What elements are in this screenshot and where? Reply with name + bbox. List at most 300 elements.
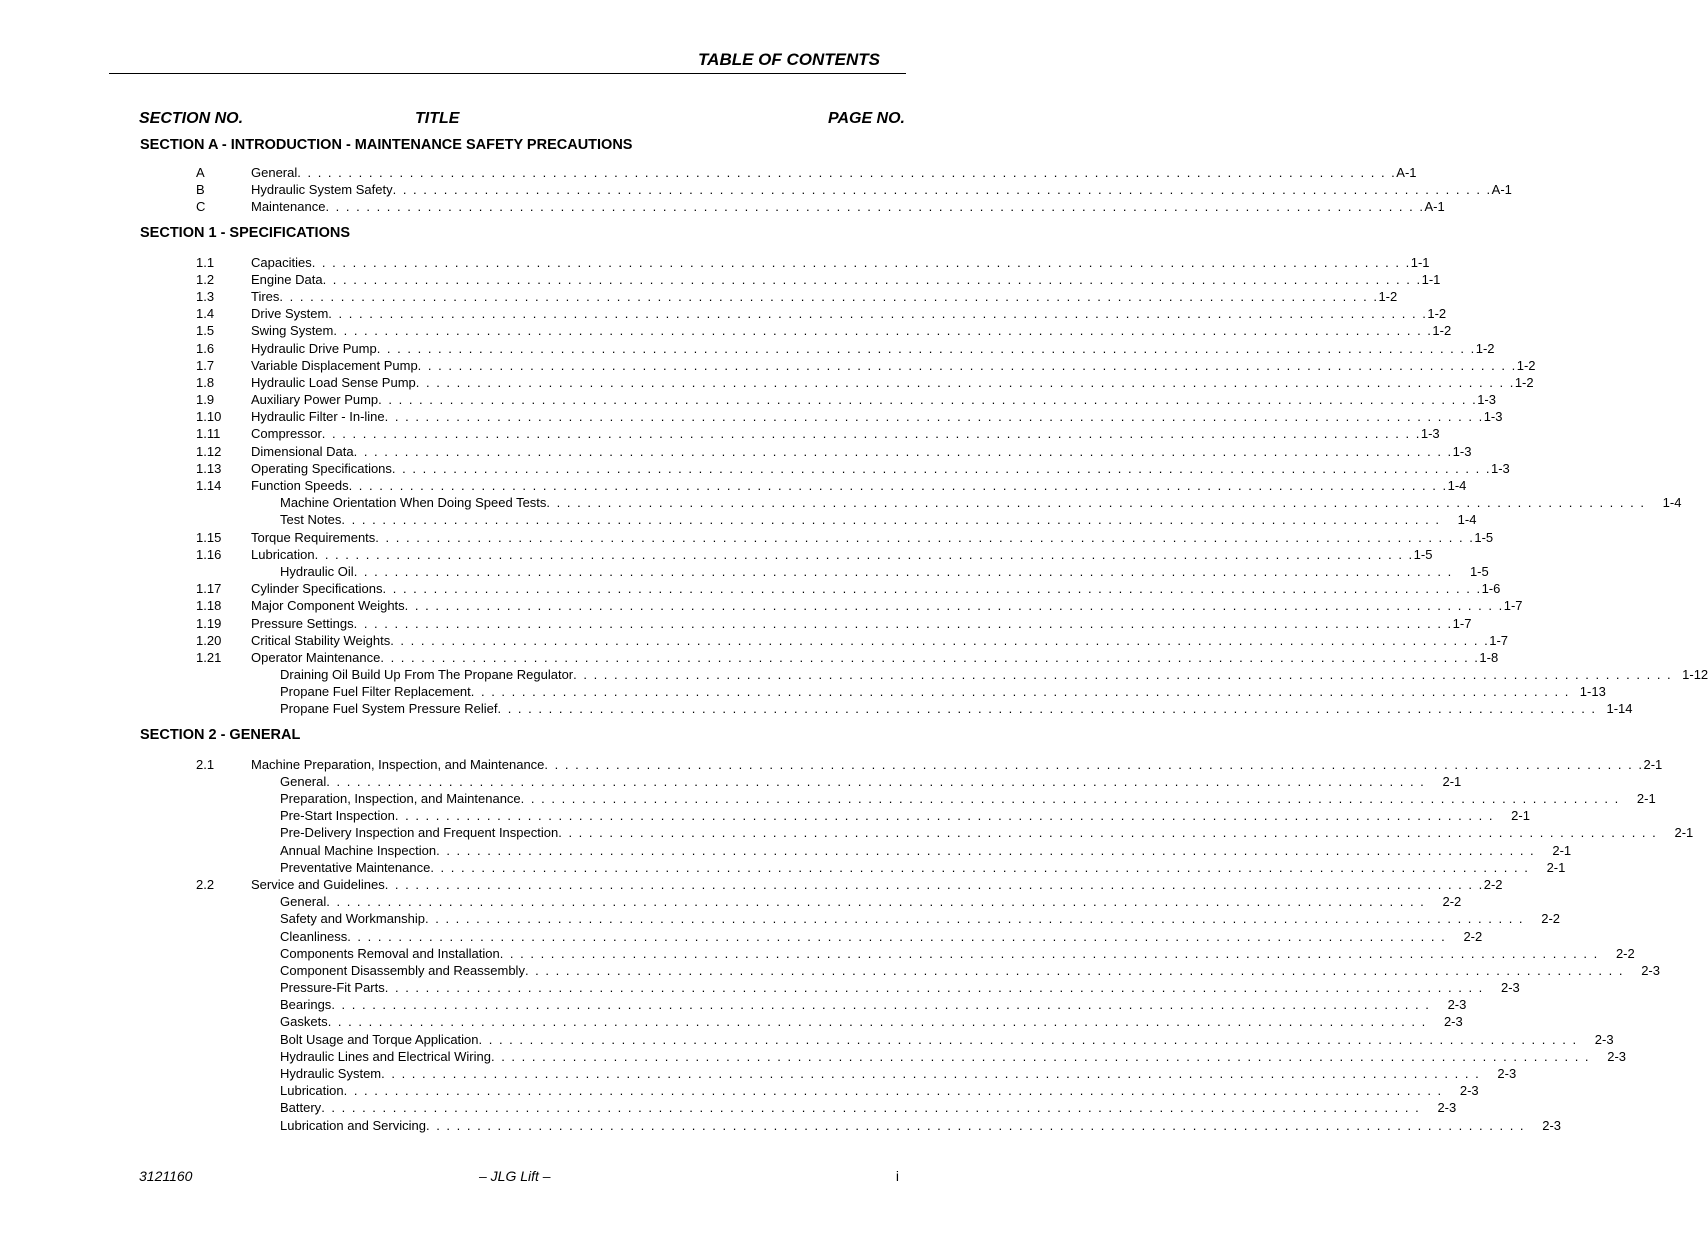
entry-page: 1-5: [1469, 563, 1489, 579]
entry-page: 2-2: [1615, 945, 1635, 961]
title-heading: TITLE: [415, 110, 460, 127]
toc-entry[interactable]: [0, 340, 1495, 357]
section-heading-text: SECTION 1 - SPECIFICATIONS: [140, 224, 351, 241]
entry-title: Function Speeds: [251, 478, 349, 493]
dot-leader: . . . . . . . . . . . . . . . . . . . . . . . . . . . . . . . . . . . . . . . . . . . . . . . . . . . . . . . . . . . . . . . . . . . . . . . . . . . . . . . . . . . . . . . . . . . . . . . . . . . . . . . . . . . .: [425, 1117, 1526, 1133]
entry-title: Pressure Settings: [251, 615, 354, 631]
toc-entry[interactable]: [0, 529, 1494, 546]
entry-line: [280, 666, 1708, 683]
entry-title: Lubrication: [280, 1083, 344, 1099]
toc-subentry[interactable]: [0, 511, 1477, 528]
entry-title: Machine Preparation, Inspection, and Maintenance: [251, 756, 545, 772]
entry-number: 1.15: [196, 529, 222, 545]
toc-entry[interactable]: [0, 288, 1398, 305]
entry-line: [251, 408, 1503, 425]
toc-subentry[interactable]: [0, 1048, 1627, 1065]
entry-page: 2-1: [1546, 859, 1566, 875]
dot-leader: . . . . . . . . . . . . . . . . . . . . . . . . . . . . . . . . . . . . . . . . . . . . . . . . . . . . . . . . . . . . . . . . . . . . . . . . . . . . . . . . . . . . . . . . . . . . . . . . . . . . . . . . . . . .: [384, 980, 1484, 996]
entry-title: Hydraulic Filter - In-line: [251, 409, 385, 425]
toc-subentry[interactable]: [0, 842, 1572, 859]
toc-subentry[interactable]: [0, 979, 1520, 996]
entry-line: [280, 1099, 1457, 1116]
dot-leader: . . . . . . . . . . . . . . . . . . . . . . . . . . . . . . . . . . . . . . . . . . . . . . . . . . . . . . . . . . . . . . . . . . . . . . . . . . . . . . . . . . . . . . . . . . . . . . . . . . . . . . . . . . . .: [520, 791, 1620, 806]
entry-title: Component Disassembly and Reassembly: [280, 962, 525, 978]
entry-title: General: [251, 165, 298, 180]
entry-page: 2-3: [1497, 1066, 1517, 1081]
entry-page: 1-2: [1427, 306, 1447, 322]
entry-line: [280, 859, 1566, 876]
entry-number: 2.2: [196, 876, 215, 892]
entry-title: Auxiliary Power Pump: [251, 392, 379, 408]
toc-subentry[interactable]: [0, 1031, 1614, 1048]
entry-line: [251, 580, 1501, 597]
entry-title: Hydraulic Oil: [280, 563, 354, 579]
entry-title: Cylinder Specifications: [251, 581, 383, 597]
entry-page: 2-3: [1447, 997, 1467, 1013]
entry-page: 2-3: [1437, 1100, 1457, 1116]
entry-line: [251, 546, 1433, 563]
toc-entry[interactable]: [0, 357, 1536, 374]
dot-leader: . . . . . . . . . . . . . . . . . . . . . . . . . . . . . . . . . . . . . . . . . . . . . . . . . . . . . . . . . . . . . . . . . . . . . . . . . . . . . . . . . . . . . . . . . . . . . . . . . . . . . . . . . . . .: [497, 701, 1597, 717]
entry-page: 2-1: [1442, 773, 1462, 789]
entry-line: [280, 1065, 1517, 1082]
entry-line: [251, 477, 1467, 494]
dot-leader: . . . . . . . . . . . . . . . . . . . . . . . . . . . . . . . . . . . . . . . . . . . . . . . . . . . . . . . . . . . . . . . . . . . . . . . . . . . . . . . . . . . . . . . . . . . . . . . . . . . . . . . . . . . .: [325, 199, 1425, 215]
toc-subentry[interactable]: [0, 928, 1483, 945]
entry-title: Hydraulic System: [280, 1066, 382, 1081]
section-heading-text: SECTION A - INTRODUCTION - MAINTENANCE SAFETY PRECAUTIONS: [140, 137, 633, 153]
entry-title: Components Removal and Installation: [280, 945, 500, 961]
dot-leader: . . . . . . . . . . . . . . . . . . . . . . . . . . . . . . . . . . . . . . . . . . . . . . . . . . . . . . . . . . . . . . . . . . . . . . . . . . . . . . . . . . . . . . . . . . . . . . . . . . . . . . . . . . . .: [348, 478, 1448, 493]
dot-leader: . . . . . . . . . . . . . . . . . . . . . . . . . . . . . . . . . . . . . . . . . . . . . . . . . . . . . . . . . . . . . . . . . . . . . . . . . . . . . . . . . . . . . . . . . . . . . . . . . . . . . . . . . . . .: [331, 997, 1431, 1013]
dot-leader: . . . . . . . . . . . . . . . . . . . . . . . . . . . . . . . . . . . . . . . . . . . . . . . . . . . . . . . . . . . . . . . . . . . . . . . . . . . . . . . . . . . . . . . . . . . . . . . . . . . . . . . . . . . .: [417, 357, 1517, 373]
entry-title: Propane Fuel System Pressure Relief: [280, 701, 498, 717]
entry-number: 1.17: [196, 581, 222, 597]
entry-page: 1-7: [1452, 615, 1472, 631]
dot-leader: . . . . . . . . . . . . . . . . . . . . . . . . . . . . . . . . . . . . . . . . . . . . . . . . . . . . . . . . . . . . . . . . . . . . . . . . . . . . . . . . . . . . . . . . . . . . . . . . . . . . . . . . . . . .: [333, 323, 1433, 339]
entry-page: 1-7: [1503, 598, 1523, 614]
dot-leader: . . . . . . . . . . . . . . . . . . . . . . . . . . . . . . . . . . . . . . . . . . . . . . . . . . . . . . . . . . . . . . . . . . . . . . . . . . . . . . . . . . . . . . . . . . . . . . . . . . . . . . . . . . . .: [380, 649, 1480, 665]
entry-line: [280, 945, 1635, 962]
entry-page: 2-3: [1501, 980, 1520, 996]
entry-line: [251, 632, 1509, 649]
entry-number: 1.5: [196, 323, 215, 339]
dot-leader: . . . . . . . . . . . . . . . . . . . . . . . . . . . . . . . . . . . . . . . . . . . . . . . . . . . . . . . . . . . . . . . . . . . . . . . . . . . . . . . . . . . . . . . . . . . . . . . . . . . . . . . . . . . .: [404, 598, 1504, 614]
entry-number: C: [196, 199, 206, 215]
dot-leader: . . . . . . . . . . . . . . . . . . . . . . . . . . . . . . . . . . . . . . . . . . . . . . . . . . . . . . . . . . . . . . . . . . . . . . . . . . . . . . . . . . . . . . . . . . . . . . . . . . . . . . . . . . . .: [394, 808, 1494, 824]
entry-line: [251, 756, 1663, 773]
entry-number: 1.12: [196, 443, 222, 459]
entry-title: Safety and Workmanship: [280, 911, 425, 927]
entry-line: [280, 563, 1489, 580]
dot-leader: . . . . . . . . . . . . . . . . . . . . . . . . . . . . . . . . . . . . . . . . . . . . . . . . . . . . . . . . . . . . . . . . . . . . . . . . . . . . . . . . . . . . . . . . . . . . . . . . . . . . . . . . . . . .: [546, 495, 1646, 511]
dot-leader: . . . . . . . . . . . . . . . . . . . . . . . . . . . . . . . . . . . . . . . . . . . . . . . . . . . . . . . . . . . . . . . . . . . . . . . . . . . . . . . . . . . . . . . . . . . . . . . . . . . . . . . . . . . .: [499, 945, 1599, 961]
column-headings: [139, 110, 905, 132]
dot-leader: . . . . . . . . . . . . . . . . . . . . . . . . . . . . . . . . . . . . . . . . . . . . . . . . . . . . . . . . . . . . . . . . . . . . . . . . . . . . . . . . . . . . . . . . . . . . . . . . . . . . . . . . . . . .: [430, 859, 1530, 875]
entry-line: [251, 271, 1441, 288]
entry-line: [251, 164, 1417, 181]
dot-leader: . . . . . . . . . . . . . . . . . . . . . . . . . . . . . . . . . . . . . . . . . . . . . . . . . . . . . . . . . . . . . . . . . . . . . . . . . . . . . . . . . . . . . . . . . . . . . . . . . . . . . . . . . . . .: [470, 684, 1570, 700]
dot-leader: . . . . . . . . . . . . . . . . . . . . . . . . . . . . . . . . . . . . . . . . . . . . . . . . . . . . . . . . . . . . . . . . . . . . . . . . . . . . . . . . . . . . . . . . . . . . . . . . . . . . . . . . . . . .: [392, 182, 1492, 198]
section-heading: [0, 135, 954, 159]
entry-number: 1.1: [196, 254, 215, 270]
entry-line: [251, 340, 1495, 357]
entry-title: Propane Fuel Filter Replacement: [280, 684, 471, 700]
dot-leader: . . . . . . . . . . . . . . . . . . . . . . . . . . . . . . . . . . . . . . . . . . . . . . . . . . . . . . . . . . . . . . . . . . . . . . . . . . . . . . . . . . . . . . . . . . . . . . . . . . . . . . . . . . . .: [353, 615, 1453, 631]
entry-page: 1-2: [1514, 374, 1534, 390]
toc-entry[interactable]: [0, 254, 1430, 271]
entry-line: [251, 876, 1503, 893]
dot-leader: . . . . . . . . . . . . . . . . . . . . . . . . . . . . . . . . . . . . . . . . . . . . . . . . . . . . . . . . . . . . . . . . . . . . . . . . . . . . . . . . . . . . . . . . . . . . . . . . . . . . . . . . . . . .: [297, 165, 1397, 180]
entry-title: Draining Oil Build Up From The Propane Regulator: [280, 667, 574, 683]
entry-line: [251, 529, 1494, 546]
entry-page: 1-14: [1606, 701, 1633, 717]
entry-page: 1-4: [1447, 478, 1467, 493]
dot-leader: . . . . . . . . . . . . . . . . . . . . . . . . . . . . . . . . . . . . . . . . . . . . . . . . . . . . . . . . . . . . . . . . . . . . . . . . . . . . . . . . . . . . . . . . . . . . . . . . . . . . . . . . . . . .: [381, 1066, 1481, 1081]
entry-title: General: [280, 773, 327, 789]
entry-number: 1.6: [196, 340, 215, 356]
toc-subentry[interactable]: [0, 773, 1462, 790]
entry-title: Dimensional Data: [251, 443, 354, 459]
entry-title: Pre-Delivery Inspection and Frequent Inspection: [280, 825, 559, 841]
dot-leader: . . . . . . . . . . . . . . . . . . . . . . . . . . . . . . . . . . . . . . . . . . . . . . . . . . . . . . . . . . . . . . . . . . . . . . . . . . . . . . . . . . . . . . . . . . . . . . . . . . . . . . . . . . . .: [436, 842, 1536, 858]
dot-leader: . . . . . . . . . . . . . . . . . . . . . . . . . . . . . . . . . . . . . . . . . . . . . . . . . . . . . . . . . . . . . . . . . . . . . . . . . . . . . . . . . . . . . . . . . . . . . . . . . . . . . . . . . . . .: [314, 546, 1414, 562]
document-number: 3121160: [139, 1168, 193, 1184]
entry-page: 2-3: [1443, 1014, 1463, 1030]
entry-page: 1-5: [1413, 546, 1433, 562]
entry-title: Pressure-Fit Parts: [280, 980, 385, 996]
entry-number: 1.11: [196, 426, 221, 442]
section-heading-text: SECTION 2 - GENERAL: [140, 726, 301, 743]
entry-number: 1.9: [196, 392, 215, 408]
entry-page: 2-1: [1636, 791, 1656, 806]
entry-page: 1-3: [1490, 460, 1510, 476]
toc-entry[interactable]: [0, 408, 1503, 425]
entry-line: [280, 511, 1477, 528]
dot-leader: . . . . . . . . . . . . . . . . . . . . . . . . . . . . . . . . . . . . . . . . . . . . . . . . . . . . . . . . . . . . . . . . . . . . . . . . . . . . . . . . . . . . . . . . . . . . . . . . . . . . . . . . . . . .: [353, 563, 1453, 579]
entry-title: Compressor: [251, 426, 322, 442]
entry-line: [280, 893, 1462, 910]
entry-number: 1.19: [196, 615, 222, 631]
toc-subentry[interactable]: [0, 910, 1561, 927]
dot-leader: . . . . . . . . . . . . . . . . . . . . . . . . . . . . . . . . . . . . . . . . . . . . . . . . . . . . . . . . . . . . . . . . . . . . . . . . . . . . . . . . . . . . . . . . . . . . . . . . . . . . . . . . . . . .: [478, 1031, 1578, 1047]
entry-page: 2-2: [1463, 928, 1483, 944]
entry-line: [251, 288, 1398, 305]
entry-title: Operating Specifications: [251, 460, 392, 476]
toc-entry[interactable]: [0, 632, 1509, 649]
entry-page: 1-5: [1474, 529, 1494, 545]
toc-entry[interactable]: [0, 649, 1499, 666]
entry-number: B: [196, 182, 205, 198]
toc-subentry[interactable]: [0, 893, 1462, 910]
entry-line: [280, 807, 1530, 824]
dot-leader: . . . . . . . . . . . . . . . . . . . . . . . . . . . . . . . . . . . . . . . . . . . . . . . . . . . . . . . . . . . . . . . . . . . . . . . . . . . . . . . . . . . . . . . . . . . . . . . . . . . . . . . . . . . .: [415, 374, 1515, 390]
entry-number: 1.4: [196, 306, 215, 322]
entry-line: [280, 962, 1660, 979]
entry-title: Drive System: [251, 306, 329, 322]
entry-number: 1.2: [196, 271, 215, 287]
toc-subentry[interactable]: [0, 790, 1656, 807]
entry-page: 1-1: [1410, 254, 1430, 270]
toc-entry[interactable]: [0, 876, 1503, 893]
entry-page: 2-1: [1511, 808, 1530, 824]
entry-title: Tires: [251, 288, 280, 304]
dot-leader: . . . . . . . . . . . . . . . . . . . . . . . . . . . . . . . . . . . . . . . . . . . . . . . . . . . . . . . . . . . . . . . . . . . . . . . . . . . . . . . . . . . . . . . . . . . . . . . . . . . . . . . . . . . .: [391, 460, 1491, 476]
entry-title: Variable Displacement Pump: [251, 357, 418, 373]
entry-number: 1.18: [196, 598, 222, 614]
toc-entry[interactable]: [0, 164, 1417, 181]
entry-page: 1-7: [1489, 632, 1509, 648]
entry-line: [280, 824, 1694, 841]
entry-title: Engine Data: [251, 271, 323, 287]
entry-title: Critical Stability Weights: [251, 632, 391, 648]
dot-leader: . . . . . . . . . . . . . . . . . . . . . . . . . . . . . . . . . . . . . . . . . . . . . . . . . . . . . . . . . . . . . . . . . . . . . . . . . . . . . . . . . . . . . . . . . . . . . . . . . . . . . . . . . . . .: [390, 632, 1490, 648]
dot-leader: . . . . . . . . . . . . . . . . . . . . . . . . . . . . . . . . . . . . . . . . . . . . . . . . . . . . . . . . . . . . . . . . . . . . . . . . . . . . . . . . . . . . . . . . . . . . . . . . . . . . . . . . . . . .: [544, 756, 1644, 772]
entry-line: [251, 374, 1534, 391]
toc-subentry[interactable]: [0, 700, 1633, 717]
page-footer: [139, 1168, 899, 1188]
section-heading: [0, 223, 954, 249]
entry-page: 2-1: [1674, 825, 1694, 841]
entry-title: Machine Orientation When Doing Speed Tests: [280, 495, 547, 511]
toc-entry[interactable]: [0, 425, 1440, 442]
entry-page: 2-3: [1607, 1048, 1627, 1064]
entry-title: Pre-Start Inspection: [280, 808, 395, 824]
toc-entry[interactable]: [0, 374, 1534, 391]
toc-subentry[interactable]: [0, 683, 1606, 700]
entry-page: 1-13: [1579, 684, 1606, 700]
page-number: i: [895, 1168, 899, 1184]
dot-leader: . . . . . . . . . . . . . . . . . . . . . . . . . . . . . . . . . . . . . . . . . . . . . . . . . . . . . . . . . . . . . . . . . . . . . . . . . . . . . . . . . . . . . . . . . . . . . . . . . . . . . . . . . . . .: [326, 894, 1426, 910]
entry-title: Battery: [280, 1100, 322, 1116]
toc-entry[interactable]: [0, 580, 1501, 597]
entry-number: 1.21: [196, 649, 222, 665]
entry-title: Preparation, Inspection, and Maintenance: [280, 791, 521, 806]
entry-title: General: [280, 894, 327, 910]
entry-page: 1-12: [1682, 667, 1708, 683]
entry-page: 2-2: [1442, 894, 1462, 910]
spacer: [0, 718, 954, 725]
dot-leader: . . . . . . . . . . . . . . . . . . . . . . . . . . . . . . . . . . . . . . . . . . . . . . . . . . . . . . . . . . . . . . . . . . . . . . . . . . . . . . . . . . . . . . . . . . . . . . . . . . . . . . . . . . . .: [573, 667, 1673, 683]
dot-leader: . . . . . . . . . . . . . . . . . . . . . . . . . . . . . . . . . . . . . . . . . . . . . . . . . . . . . . . . . . . . . . . . . . . . . . . . . . . . . . . . . . . . . . . . . . . . . . . . . . . . . . . . . . . .: [328, 306, 1428, 322]
entry-page: 2-3: [1542, 1117, 1562, 1133]
entry-line: [280, 979, 1520, 996]
entry-number: 1.8: [196, 374, 215, 390]
entry-title: Service and Guidelines: [251, 876, 385, 892]
entry-number: 1.14: [196, 478, 222, 493]
entry-page: 2-1: [1643, 756, 1663, 772]
entry-title: Swing System: [251, 323, 334, 339]
page-no-heading: PAGE NO.: [827, 110, 905, 127]
entry-line: [280, 773, 1462, 790]
toc-entry[interactable]: [0, 460, 1510, 477]
entry-line: [251, 425, 1440, 442]
entry-page: 1-3: [1452, 443, 1472, 459]
dot-leader: . . . . . . . . . . . . . . . . . . . . . . . . . . . . . . . . . . . . . . . . . . . . . . . . . . . . . . . . . . . . . . . . . . . . . . . . . . . . . . . . . . . . . . . . . . . . . . . . . . . . . . . . . . . .: [490, 1048, 1591, 1064]
dot-leader: . . . . . . . . . . . . . . . . . . . . . . . . . . . . . . . . . . . . . . . . . . . . . . . . . . . . . . . . . . . . . . . . . . . . . . . . . . . . . . . . . . . . . . . . . . . . . . . . . . . . . . . . . . . .: [384, 876, 1484, 892]
toc-subentry[interactable]: [0, 563, 1489, 580]
entry-line: [280, 683, 1606, 700]
entry-page: 1-3: [1420, 426, 1440, 442]
entry-line: [251, 649, 1499, 666]
entry-title: Lubrication and Servicing: [280, 1117, 426, 1133]
entry-title: Gaskets: [280, 1014, 328, 1030]
entry-page: 1-2: [1378, 288, 1398, 304]
toc-subentry[interactable]: [0, 1013, 1463, 1030]
dot-leader: . . . . . . . . . . . . . . . . . . . . . . . . . . . . . . . . . . . . . . . . . . . . . . . . . . . . . . . . . . . . . . . . . . . . . . . . . . . . . . . . . . . . . . . . . . . . . . . . . . . . . . . . . . . .: [347, 928, 1447, 944]
entry-number: 1.13: [196, 460, 222, 476]
entry-line: [251, 322, 1452, 339]
section-no-heading: SECTION NO.: [139, 110, 244, 127]
entry-number: A: [196, 165, 205, 180]
entry-page: 2-1: [1552, 842, 1572, 858]
entry-title: Bearings: [280, 997, 332, 1013]
entry-page: 1-4: [1457, 512, 1477, 528]
entry-page: 1-3: [1483, 409, 1503, 425]
entry-title: Preventative Maintenance: [280, 859, 431, 875]
entry-line: [280, 1117, 1562, 1134]
toc-entry[interactable]: [0, 322, 1452, 339]
dot-leader: . . . . . . . . . . . . . . . . . . . . . . . . . . . . . . . . . . . . . . . . . . . . . . . . . . . . . . . . . . . . . . . . . . . . . . . . . . . . . . . . . . . . . . . . . . . . . . . . . . . . . . . . . . . .: [375, 529, 1475, 545]
dot-leader: . . . . . . . . . . . . . . . . . . . . . . . . . . . . . . . . . . . . . . . . . . . . . . . . . . . . . . . . . . . . . . . . . . . . . . . . . . . . . . . . . . . . . . . . . . . . . . . . . . . . . . . . . . . .: [384, 409, 1484, 425]
entry-page: 1-8: [1479, 649, 1499, 665]
entry-title: Hydraulic Drive Pump: [251, 340, 377, 356]
entry-number: 1.16: [196, 546, 222, 562]
toc-subentry[interactable]: [0, 1117, 1562, 1134]
entry-page: 1-3: [1477, 392, 1496, 408]
entry-number: 1.7: [196, 357, 215, 373]
entry-line: [251, 391, 1496, 408]
toc-subentry[interactable]: [0, 666, 1708, 683]
entry-number: 1.20: [196, 632, 222, 648]
toc-entry[interactable]: [0, 391, 1496, 408]
dot-leader: . . . . . . . . . . . . . . . . . . . . . . . . . . . . . . . . . . . . . . . . . . . . . . . . . . . . . . . . . . . . . . . . . . . . . . . . . . . . . . . . . . . . . . . . . . . . . . . . . . . . . . . . . . . .: [425, 911, 1525, 927]
dot-leader: . . . . . . . . . . . . . . . . . . . . . . . . . . . . . . . . . . . . . . . . . . . . . . . . . . . . . . . . . . . . . . . . . . . . . . . . . . . . . . . . . . . . . . . . . . . . . . . . . . . . . . . . . . . .: [321, 426, 1421, 442]
dot-leader: . . . . . . . . . . . . . . . . . . . . . . . . . . . . . . . . . . . . . . . . . . . . . . . . . . . . . . . . . . . . . . . . . . . . . . . . . . . . . . . . . . . . . . . . . . . . . . . . . . . . . . . . . . . .: [321, 1100, 1421, 1116]
entry-line: [251, 357, 1536, 374]
entry-line: [280, 996, 1467, 1013]
dot-leader: . . . . . . . . . . . . . . . . . . . . . . . . . . . . . . . . . . . . . . . . . . . . . . . . . . . . . . . . . . . . . . . . . . . . . . . . . . . . . . . . . . . . . . . . . . . . . . . . . . . . . . . . . . . .: [382, 581, 1482, 597]
entry-number: 1.10: [196, 409, 222, 425]
dot-leader: . . . . . . . . . . . . . . . . . . . . . . . . . . . . . . . . . . . . . . . . . . . . . . . . . . . . . . . . . . . . . . . . . . . . . . . . . . . . . . . . . . . . . . . . . . . . . . . . . . . . . . . . . . . .: [322, 271, 1422, 287]
dot-leader: . . . . . . . . . . . . . . . . . . . . . . . . . . . . . . . . . . . . . . . . . . . . . . . . . . . . . . . . . . . . . . . . . . . . . . . . . . . . . . . . . . . . . . . . . . . . . . . . . . . . . . . . . . . .: [343, 1083, 1443, 1099]
entry-page: 1-2: [1432, 323, 1452, 339]
dot-leader: . . . . . . . . . . . . . . . . . . . . . . . . . . . . . . . . . . . . . . . . . . . . . . . . . . . . . . . . . . . . . . . . . . . . . . . . . . . . . . . . . . . . . . . . . . . . . . . . . . . . . . . . . . . .: [558, 825, 1658, 841]
toc-subentry[interactable]: [0, 996, 1467, 1013]
toc-entry[interactable]: [0, 271, 1441, 288]
entry-line: [251, 615, 1472, 632]
toc-subentry[interactable]: [0, 859, 1566, 876]
dot-leader: . . . . . . . . . . . . . . . . . . . . . . . . . . . . . . . . . . . . . . . . . . . . . . . . . . . . . . . . . . . . . . . . . . . . . . . . . . . . . . . . . . . . . . . . . . . . . . . . . . . . . . . . . . . .: [326, 773, 1426, 789]
entry-line: [280, 700, 1633, 717]
entry-title: Hydraulic System Safety: [251, 182, 393, 198]
entry-title: Lubrication: [251, 546, 315, 562]
entry-line: [251, 198, 1445, 215]
entry-title: Hydraulic Lines and Electrical Wiring: [280, 1048, 491, 1064]
page-title: TABLE OF CONTENTS: [698, 50, 880, 69]
toc-subentry[interactable]: [0, 1082, 1479, 1099]
toc-entry[interactable]: [0, 443, 1472, 460]
entry-line: [280, 842, 1572, 859]
entry-line: [251, 460, 1510, 477]
toc-subentry[interactable]: [0, 962, 1660, 979]
toc-entry[interactable]: [0, 305, 1447, 322]
toc-subentry[interactable]: [0, 494, 1682, 511]
toc-entry[interactable]: [0, 756, 1663, 773]
toc-subentry[interactable]: [0, 807, 1530, 824]
entry-page: 2-3: [1459, 1083, 1479, 1099]
entry-page: 2-2: [1483, 876, 1503, 892]
dot-leader: . . . . . . . . . . . . . . . . . . . . . . . . . . . . . . . . . . . . . . . . . . . . . . . . . . . . . . . . . . . . . . . . . . . . . . . . . . . . . . . . . . . . . . . . . . . . . . . . . . . . . . . . . . . .: [279, 288, 1379, 304]
header-rule: [109, 73, 906, 74]
toc-entry[interactable]: [0, 615, 1472, 632]
entry-page: 1-1: [1421, 271, 1441, 287]
entry-page: 1-6: [1481, 581, 1501, 597]
toc-entry[interactable]: [0, 597, 1523, 614]
footer-publisher: – JLG Lift –: [479, 1168, 551, 1184]
entry-title: Maintenance: [251, 199, 326, 215]
toc-entry[interactable]: [0, 546, 1433, 563]
entry-line: [280, 790, 1656, 807]
entry-page: A-1: [1491, 182, 1512, 198]
table-of-contents: [0, 135, 1708, 1134]
toc-subentry[interactable]: [0, 824, 1694, 841]
entry-number: 1.3: [196, 288, 215, 304]
entry-title: Capacities: [251, 254, 312, 270]
toc-entry[interactable]: [0, 181, 1512, 198]
toc-subentry[interactable]: [0, 945, 1635, 962]
entry-page: 2-3: [1641, 962, 1660, 978]
entry-title: Annual Machine Inspection: [280, 842, 437, 858]
toc-subentry[interactable]: [0, 1099, 1457, 1116]
entry-page: 1-2: [1475, 340, 1495, 356]
entry-line: [280, 910, 1561, 927]
entry-line: [280, 1031, 1614, 1048]
dot-leader: . . . . . . . . . . . . . . . . . . . . . . . . . . . . . . . . . . . . . . . . . . . . . . . . . . . . . . . . . . . . . . . . . . . . . . . . . . . . . . . . . . . . . . . . . . . . . . . . . . . . . . . . . . . .: [327, 1014, 1427, 1030]
entry-page: A-1: [1424, 199, 1445, 215]
entry-line: [280, 1082, 1479, 1099]
entry-line: [251, 305, 1447, 322]
toc-entry[interactable]: [0, 198, 1445, 215]
entry-line: [280, 928, 1483, 945]
entry-page: 1-2: [1516, 357, 1536, 373]
entry-title: Torque Requirements: [251, 529, 376, 545]
entry-title: Major Component Weights: [251, 598, 405, 614]
entry-line: [251, 597, 1523, 614]
entry-title: Bolt Usage and Torque Application: [280, 1031, 479, 1047]
entry-title: Cleanliness: [280, 928, 348, 944]
entry-title: Test Notes: [280, 512, 342, 528]
entry-line: [280, 494, 1682, 511]
dot-leader: . . . . . . . . . . . . . . . . . . . . . . . . . . . . . . . . . . . . . . . . . . . . . . . . . . . . . . . . . . . . . . . . . . . . . . . . . . . . . . . . . . . . . . . . . . . . . . . . . . . . . . . . . . . .: [311, 254, 1411, 270]
entry-page: 2-2: [1541, 911, 1561, 927]
dot-leader: . . . . . . . . . . . . . . . . . . . . . . . . . . . . . . . . . . . . . . . . . . . . . . . . . . . . . . . . . . . . . . . . . . . . . . . . . . . . . . . . . . . . . . . . . . . . . . . . . . . . . . . . . . . .: [378, 392, 1478, 408]
dot-leader: . . . . . . . . . . . . . . . . . . . . . . . . . . . . . . . . . . . . . . . . . . . . . . . . . . . . . . . . . . . . . . . . . . . . . . . . . . . . . . . . . . . . . . . . . . . . . . . . . . . . . . . . . . . .: [353, 443, 1453, 459]
section-heading: [0, 725, 954, 751]
dot-leader: . . . . . . . . . . . . . . . . . . . . . . . . . . . . . . . . . . . . . . . . . . . . . . . . . . . . . . . . . . . . . . . . . . . . . . . . . . . . . . . . . . . . . . . . . . . . . . . . . . . . . . . . . . . .: [341, 512, 1441, 528]
toc-entry[interactable]: [0, 477, 1467, 494]
entry-page: 2-3: [1594, 1031, 1614, 1047]
entry-line: [251, 181, 1512, 198]
entry-number: 2.1: [196, 756, 215, 772]
dot-leader: . . . . . . . . . . . . . . . . . . . . . . . . . . . . . . . . . . . . . . . . . . . . . . . . . . . . . . . . . . . . . . . . . . . . . . . . . . . . . . . . . . . . . . . . . . . . . . . . . . . . . . . . . . . .: [524, 962, 1624, 978]
toc-subentry[interactable]: [0, 1065, 1517, 1082]
entry-title: Hydraulic Load Sense Pump: [251, 374, 416, 390]
entry-page: 1-4: [1662, 495, 1682, 511]
entry-page: A-1: [1396, 165, 1417, 180]
dot-leader: . . . . . . . . . . . . . . . . . . . . . . . . . . . . . . . . . . . . . . . . . . . . . . . . . . . . . . . . . . . . . . . . . . . . . . . . . . . . . . . . . . . . . . . . . . . . . . . . . . . . . . . . . . . .: [376, 340, 1476, 356]
entry-line: [280, 1048, 1627, 1065]
